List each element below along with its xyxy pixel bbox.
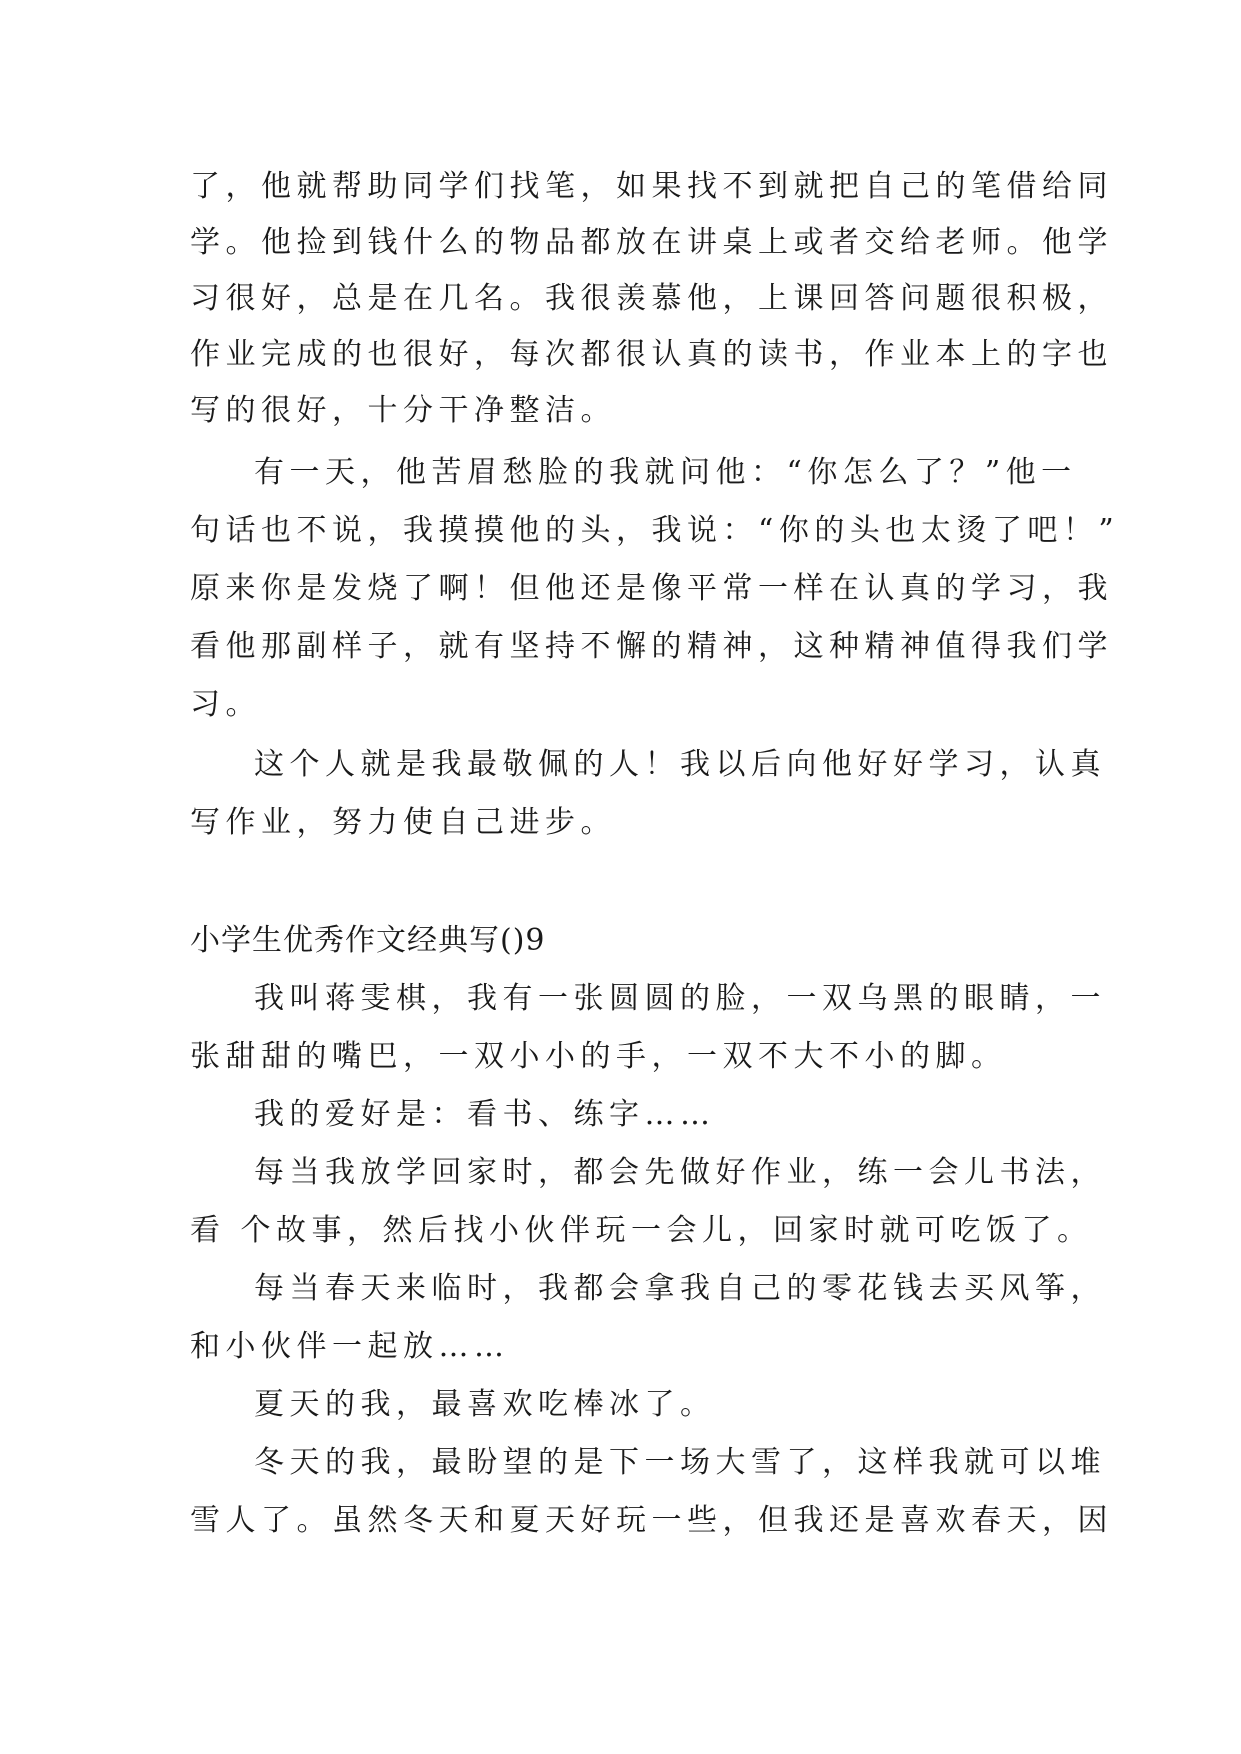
- paragraph-line: 写作业，努力使自己进步。: [190, 805, 616, 840]
- paragraph-line: 了，他就帮助同学们找笔，如果找不到就把自己的笔借给同: [190, 169, 1113, 204]
- paragraph-line: 作业完成的也很好，每次都很认真的读书，作业本上的字也: [190, 337, 1113, 372]
- paragraph-line: 夏天的我，最喜欢吃棒冰了。: [254, 1387, 716, 1422]
- paragraph-line: 每当春天来临时，我都会拿我自己的零花钱去买风筝，: [254, 1271, 1106, 1306]
- paragraph-line: 看他那副样子，就有坚持不懈的精神，这种精神值得我们学: [190, 629, 1113, 664]
- paragraph-line: 冬天的我，最盼望的是下一场大雪了，这样我就可以堆: [254, 1445, 1106, 1480]
- paragraph-line: 有一天，他苦眉愁脸的我就问他：“你怎么了？”他一: [254, 455, 1077, 490]
- paragraph-line: 学。他捡到钱什么的物品都放在讲桌上或者交给老师。他学: [190, 225, 1113, 260]
- paragraph-line: 张甜甜的嘴巴，一双小小的手，一双不大不小的脚。: [190, 1039, 1007, 1074]
- paragraph-line: 句话也不说，我摸摸他的头，我说：“你的头也太烫了吧！”: [190, 513, 1120, 548]
- paragraph-line: 习。: [190, 687, 261, 722]
- paragraph-line: 习很好，总是在几名。我很羡慕他，上课回答问题很积极，: [190, 281, 1113, 316]
- paragraph-line: 写的很好，十分干净整洁。: [190, 393, 616, 428]
- paragraph-line: 雪人了。虽然冬天和夏天好玩一些，但我还是喜欢春天，因: [190, 1503, 1113, 1538]
- paragraph-line: 这个人就是我最敬佩的人！我以后向他好好学习，认真: [254, 747, 1106, 782]
- paragraph-line: 原来你是发烧了啊！但他还是像平常一样在认真的学习，我: [190, 571, 1113, 606]
- section-title: 小学生优秀作文经典写()9: [190, 923, 546, 958]
- paragraph-line: 我叫蒋雯棋，我有一张圆圆的脸，一双乌黑的眼睛，一: [254, 981, 1106, 1016]
- paragraph-line: 每当我放学回家时，都会先做好作业，练一会儿书法，: [254, 1155, 1106, 1190]
- paragraph-line: 和小伙伴一起放……: [190, 1329, 510, 1364]
- paragraph-line: 我的爱好是：看书、练字……: [254, 1097, 716, 1132]
- paragraph-line: 看 个故事，然后找小伙伴玩一会儿，回家时就可吃饭了。: [190, 1213, 1093, 1248]
